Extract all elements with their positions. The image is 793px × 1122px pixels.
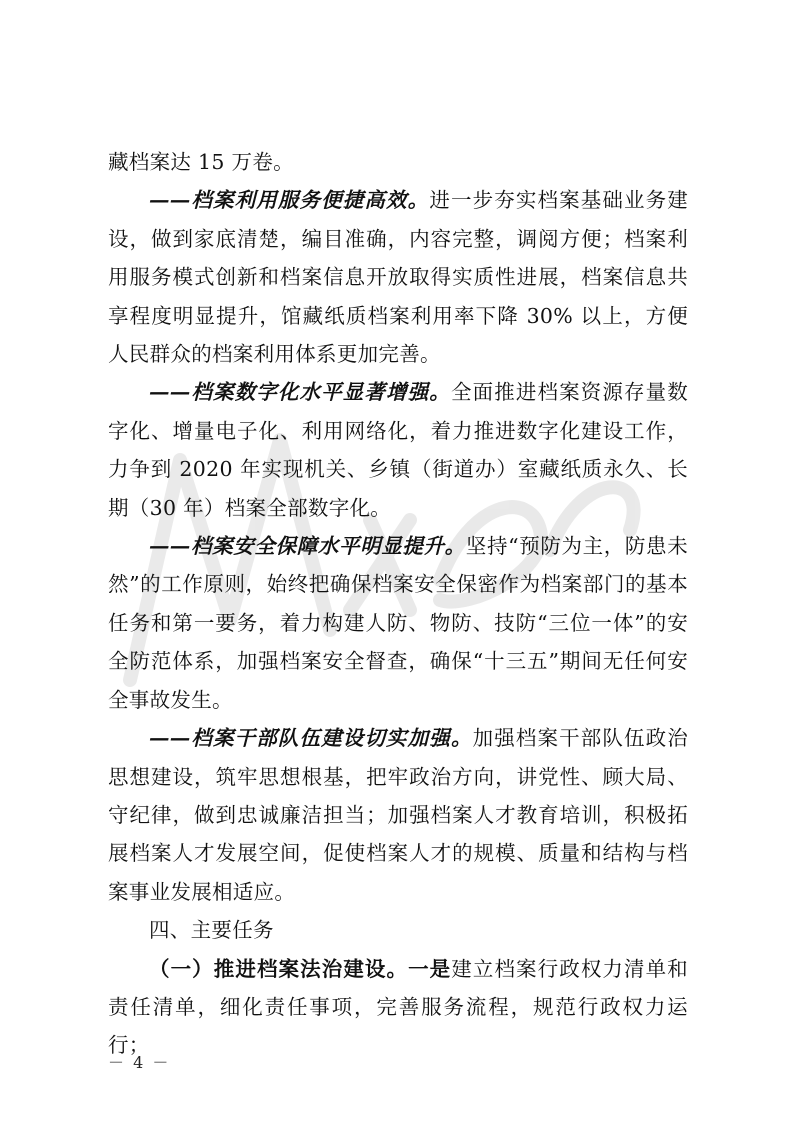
paragraph-lead: ——档案安全保障水平明显提升。 — [149, 534, 466, 559]
paragraph-lead: ——档案数字化水平显著增强。 — [149, 380, 451, 405]
page-number: － 4 － — [108, 1053, 171, 1072]
paragraph-text: 全面推进档案资源存量数字化、增量电子化、利用网络化，着力推进数字化建设工作，力争到 2020 年实现机关、乡镇（街道办）室藏纸质永久、长期（30 年）档案全部数字化。 — [108, 380, 688, 520]
paragraph-security — [108, 527, 688, 719]
paragraph-digitization — [108, 373, 688, 527]
paragraph-text: 建立档案行政权力清单和责任清单，细化责任事项，完善服务流程，规范行政权力运行； — [108, 956, 688, 1058]
paragraph-lead: ——档案干部队伍建设切实加强。 — [149, 726, 473, 751]
paragraph-text: 加强档案干部队伍政治思想建设，筑牢思想根基，把牢政治方向，讲党性、顾大局、守纪律，做到忠诚廉洁担当；加强档案人才教育培训，积极拓展档案人才发展空间，促使档案人才的规模、质量和结构与档案事业发展相适应。 — [108, 726, 689, 904]
paragraph-text: 进一步夯实档案基础业务建设，做到家底清楚，编目准确，内容完整，调阅方便；档案利用服务模式创新和档案信息开放取得实质性进展，档案信息共享程度明显提升，馆藏纸质档案利用率下降 30% 以上，方便人民群众的档案利用体系更加完善。 — [108, 188, 688, 367]
ordinal-marker: 一是 — [408, 956, 452, 981]
section-heading: 四、主要任务 — [149, 918, 274, 943]
paragraph-text: 藏档案达 15 万卷。 — [108, 150, 294, 174]
subsection-lead: （一）推进档案法治建设。 — [149, 956, 409, 981]
paragraph-text: 坚持“预防为主，防患未然”的工作原则，始终把确保档案安全保密作为档案部门的基本任务和第一要务，着力构建人防、物防、技防“三位一体”的安全防范体系，加强档案安全督查，确保“十三五”期间无任何安全事故发生。 — [108, 534, 689, 712]
paragraph-continuation — [108, 143, 688, 181]
paragraph-legal-construction — [108, 950, 688, 1065]
paragraph-lead: ——档案利用服务便捷高效。 — [149, 188, 430, 213]
document-body — [108, 143, 688, 1065]
paragraph-archive-service — [108, 181, 688, 373]
paragraph-staff — [108, 719, 688, 911]
